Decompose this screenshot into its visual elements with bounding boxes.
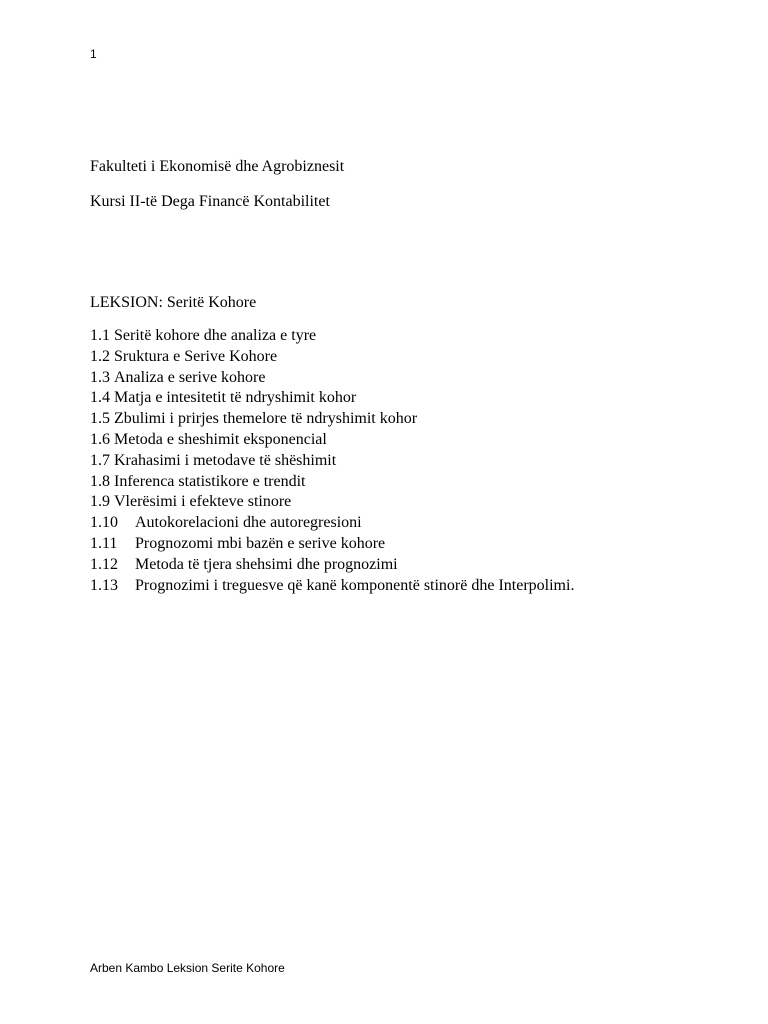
toc-item: [90, 388, 574, 409]
toc-item-text: Zbulimi i prirjes themelore të ndryshimit kohor: [114, 410, 418, 428]
toc-item-number: 1.8: [90, 472, 114, 490]
faculty-name: Fakulteti i Ekonomisë dhe Agrobiznesit: [90, 158, 345, 175]
toc-item-text: Metoda të tjera shehsimi dhe prognozimi: [135, 555, 398, 573]
toc-item: [90, 347, 574, 368]
table-of-contents: [90, 326, 574, 596]
toc-item: [90, 451, 574, 472]
toc-item: [90, 492, 574, 513]
toc-item-text: Metoda e sheshimit eksponencial: [114, 430, 327, 448]
toc-item-number: 1.4: [90, 389, 114, 407]
lesson-title: LEKSION: Seritë Kohore: [90, 294, 257, 311]
toc-item: [90, 326, 574, 347]
toc-item-text: Autokorelacioni dhe autoregresioni: [135, 514, 362, 532]
toc-item-text: Sruktura e Serive Kohore: [114, 347, 278, 365]
toc-item-text: Analiza e serive kohore: [114, 368, 266, 386]
toc-item-text: Krahasimi i metodave të shëshimit: [114, 451, 337, 469]
toc-item-text: Vlerësimi i efekteve stinore: [114, 493, 292, 511]
page-number: 1: [90, 47, 97, 61]
toc-item-number: 1.9: [90, 493, 114, 511]
toc-item-number: 1.13: [90, 576, 118, 594]
toc-item: [90, 534, 574, 555]
toc-item-number: 1.12: [90, 555, 118, 573]
course-name: Kursi II-të Dega Financë Kontabilitet: [90, 193, 330, 210]
toc-item-number: 1.10: [90, 514, 118, 532]
toc-item: [90, 368, 574, 389]
toc-item-text: Matja e intesitetit të ndryshimit kohor: [114, 389, 357, 407]
toc-item-number: 1.6: [90, 430, 114, 448]
toc-item-text: Seritë kohore dhe analiza e tyre: [114, 327, 317, 344]
toc-item: [90, 472, 574, 493]
toc-item-number: 1.11: [90, 534, 118, 552]
toc-item-number: 1.3: [90, 368, 114, 386]
toc-item-number: 1.2: [90, 347, 114, 365]
toc-item-number: 1.1: [90, 327, 114, 344]
toc-item-text: Inferenca statistikore e trendit: [114, 472, 306, 490]
toc-item: [90, 430, 574, 451]
toc-item: [90, 513, 574, 534]
toc-item-number: 1.7: [90, 451, 114, 469]
toc-item-number: 1.5: [90, 410, 114, 428]
toc-item: [90, 555, 574, 576]
page-footer: Arben Kambo Leksion Serite Kohore: [90, 961, 285, 975]
toc-item-text: Prognozimi i treguesve që kanë komponentë stinorë dhe Interpolimi.: [135, 576, 575, 594]
toc-item: [90, 409, 574, 430]
toc-item-text: Prognozomi mbi bazën e serive kohore: [135, 534, 386, 552]
toc-item: [90, 576, 574, 597]
